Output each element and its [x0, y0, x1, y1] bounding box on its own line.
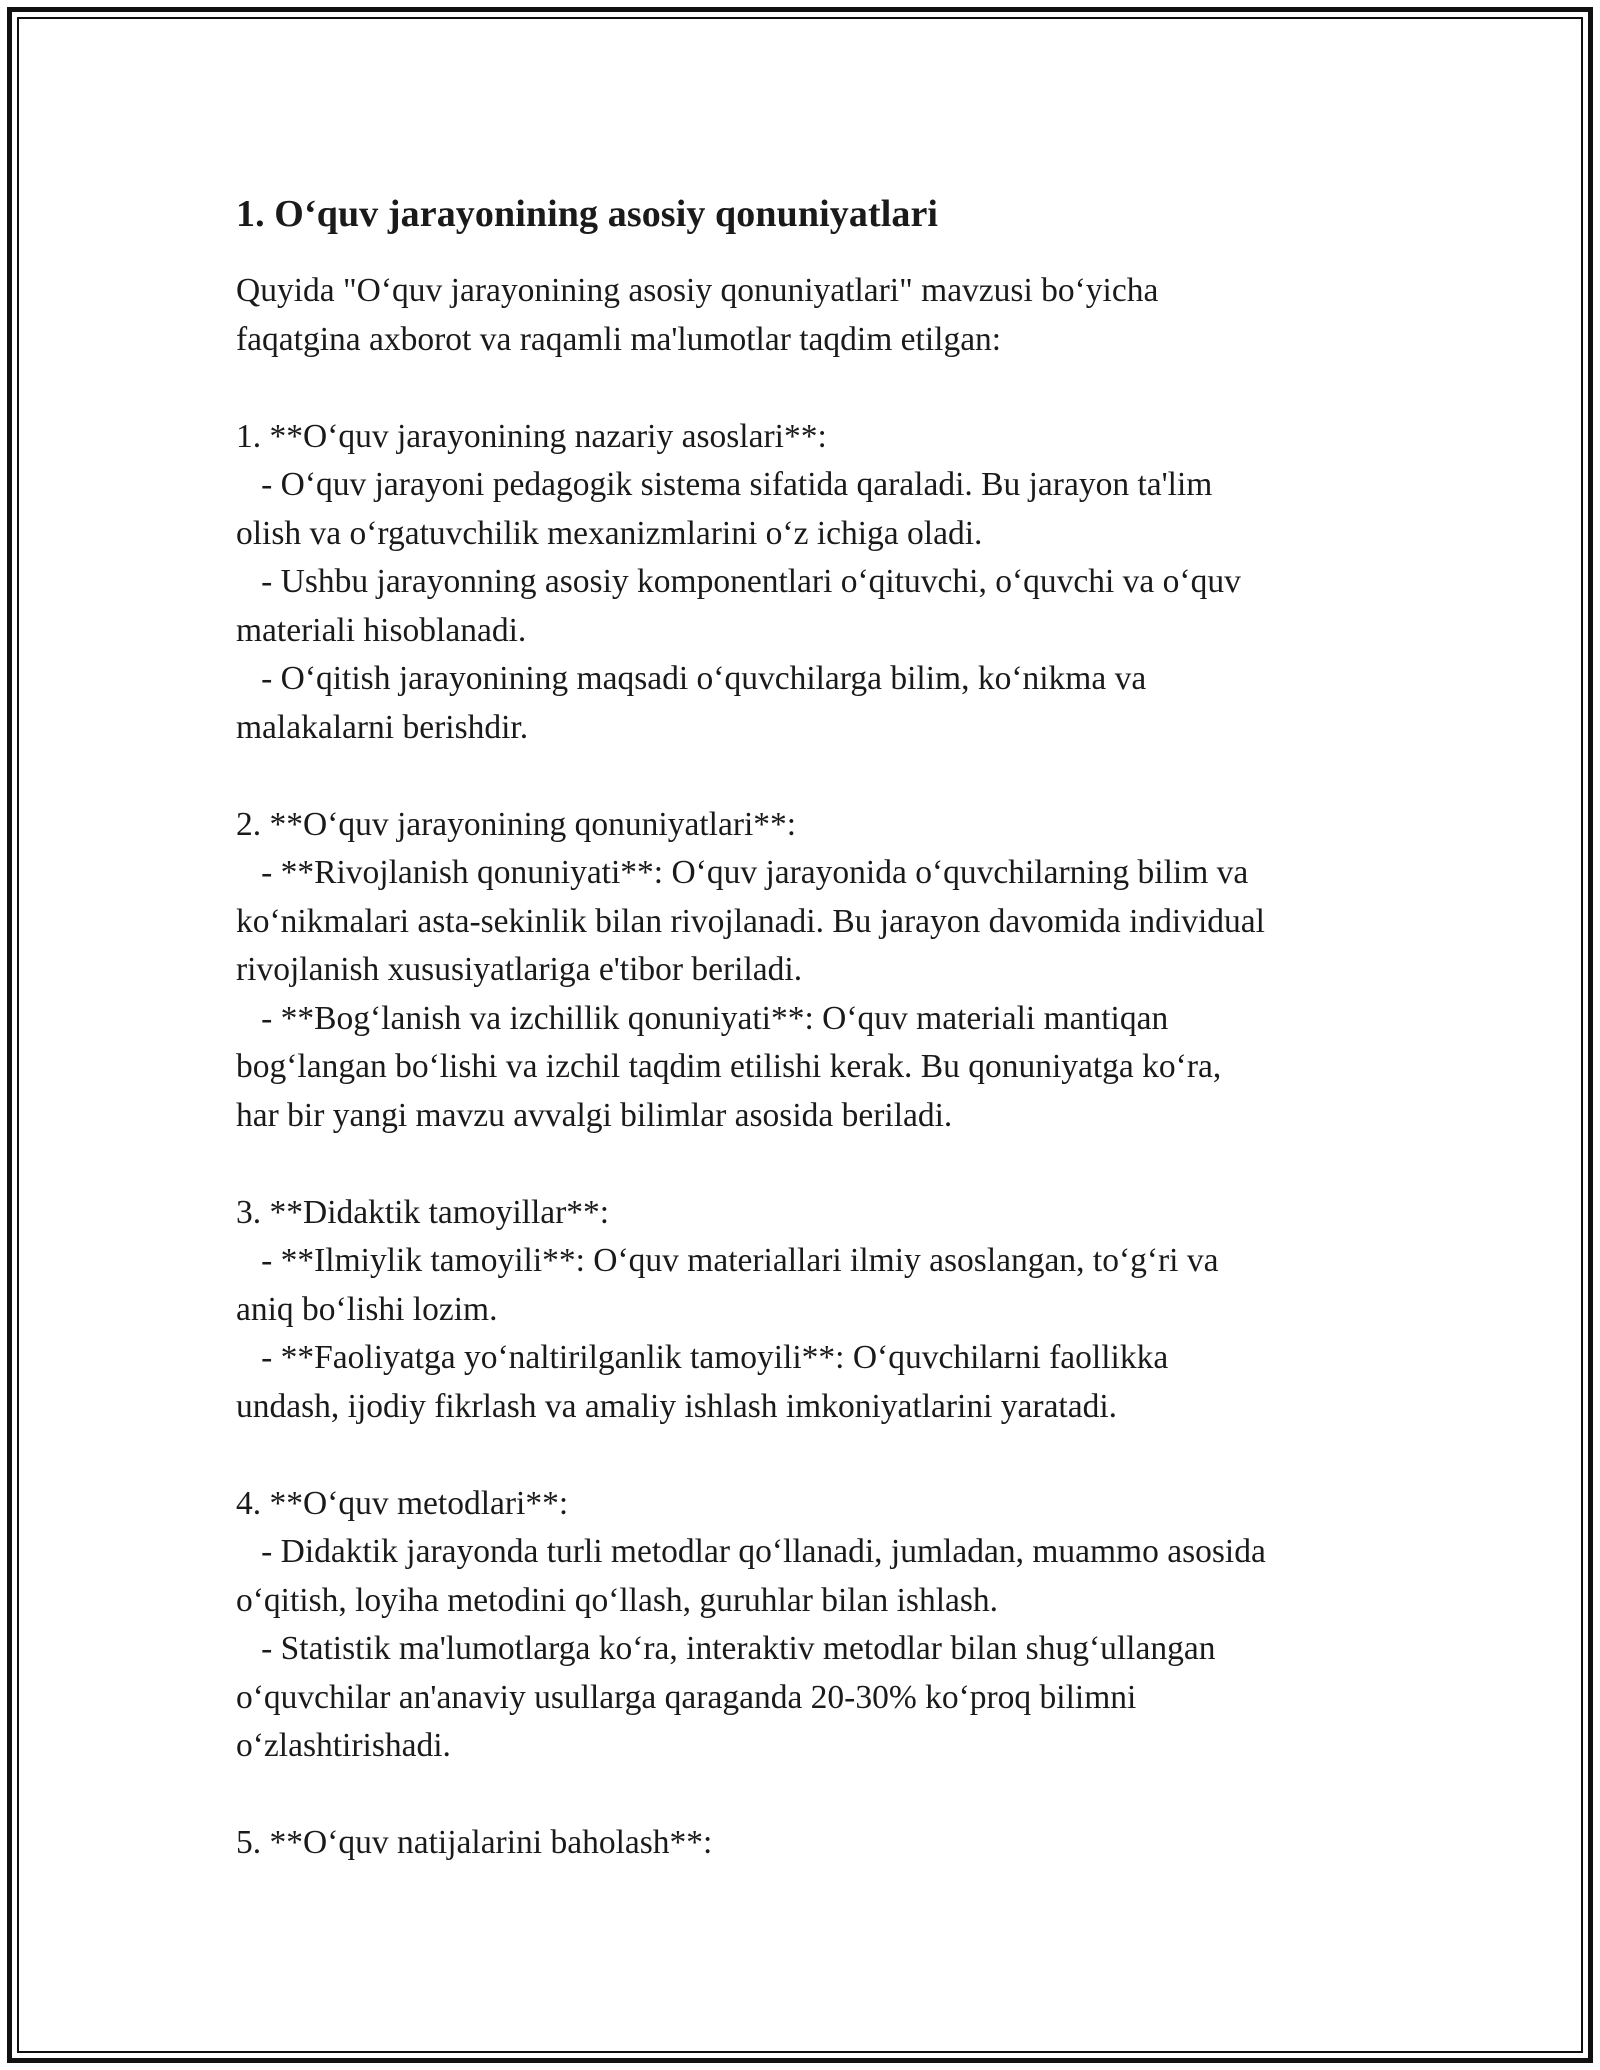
section-heading: 3. **Didaktik tamoyillar**:	[236, 1193, 610, 1231]
text-line: o‘zlashtirishadi.	[236, 1727, 451, 1764]
text-line: - O‘qitish jarayonining maqsadi o‘quvchilarga bilim, ko‘nikma va	[236, 660, 1147, 697]
blank-line	[236, 364, 1386, 413]
text-line: - **Bog‘lanish va izchillik qonuniyati**: O‘quv materiali mantiqan	[236, 999, 1169, 1037]
document-body	[236, 186, 1386, 1868]
text-line: bog‘langan bo‘lishi va izchil taqdim etilishi kerak. Bu qonuniyatga ko‘ra,	[236, 1048, 1222, 1085]
text-line: - O‘quv jarayoni pedagogik sistema sifatida qaraladi. Bu jarayon ta'lim	[236, 466, 1213, 503]
blank-line	[236, 1431, 1386, 1480]
text-line: - Statistik ma'lumotlarga ko‘ra, interaktiv metodlar bilan shug‘ullangan	[236, 1630, 1216, 1667]
text-line: o‘qitish, loyiha metodini qo‘llash, guruhlar bilan ishlash.	[236, 1581, 999, 1619]
text-line: aniq bo‘lishi lozim.	[236, 1290, 498, 1328]
section-heading: 4. **O‘quv metodlari**:	[236, 1484, 569, 1522]
text-line: Quyida "O‘quv jarayonining asosiy qonuniyatlari" mavzusi bo‘yicha	[236, 272, 1159, 309]
text-line: - **Faoliyatga yo‘naltirilganlik tamoyili**: O‘quvchilarni faollikka	[236, 1339, 1169, 1376]
text-line: - **Rivojlanish qonuniyati**: O‘quv jarayonida o‘quvchilarning bilim va	[236, 854, 1249, 891]
text-line: materiali hisoblanadi.	[236, 611, 527, 649]
blank-line	[236, 1140, 1386, 1189]
text-line: - **Ilmiylik tamoyili**: O‘quv materiallari ilmiy asoslangan, to‘g‘ri va	[236, 1242, 1219, 1279]
text-line: ko‘nikmalari asta-sekinlik bilan rivojlanadi. Bu jarayon davomida individual	[236, 902, 1265, 940]
text-line: rivojlanish xususiyatlariga e'tibor beriladi.	[236, 951, 803, 988]
text-line: faqatgina axborot va raqamli ma'lumotlar taqdim etilgan:	[236, 320, 1002, 358]
text-line: - Ushbu jarayonning asosiy komponentlari o‘qituvchi, o‘quvchi va o‘quv	[236, 563, 1241, 600]
document-title: 1. O‘quv jarayonining asosiy qonuniyatlari	[236, 193, 939, 235]
text-line: o‘quvchilar an'anaviy usullarga qaraganda 20-30% ko‘proq bilimni	[236, 1678, 1137, 1716]
blank-line	[236, 752, 1386, 801]
document-text	[236, 267, 1386, 1868]
text-line: har bir yangi mavzu avvalgi bilimlar asosida beriladi.	[236, 1096, 953, 1134]
section-heading: 1. **O‘quv jarayonining nazariy asoslari**:	[236, 417, 827, 455]
blank-line	[236, 1771, 1386, 1820]
text-line: malakalarni berishdir.	[236, 708, 529, 746]
text-line: undash, ijodiy fikrlash va amaliy ishlash imkoniyatlarini yaratadi.	[236, 1387, 1118, 1425]
section-heading: 2. **O‘quv jarayonining qonuniyatlari**:	[236, 805, 797, 843]
text-line: olish va o‘rgatuvchilik mexanizmlarini o‘z ichiga oladi.	[236, 514, 983, 552]
section-heading: 5. **O‘quv natijalarini baholash**:	[236, 1824, 713, 1861]
text-line: - Didaktik jarayonda turli metodlar qo‘llanadi, jumladan, muammo asosida	[236, 1533, 1266, 1570]
